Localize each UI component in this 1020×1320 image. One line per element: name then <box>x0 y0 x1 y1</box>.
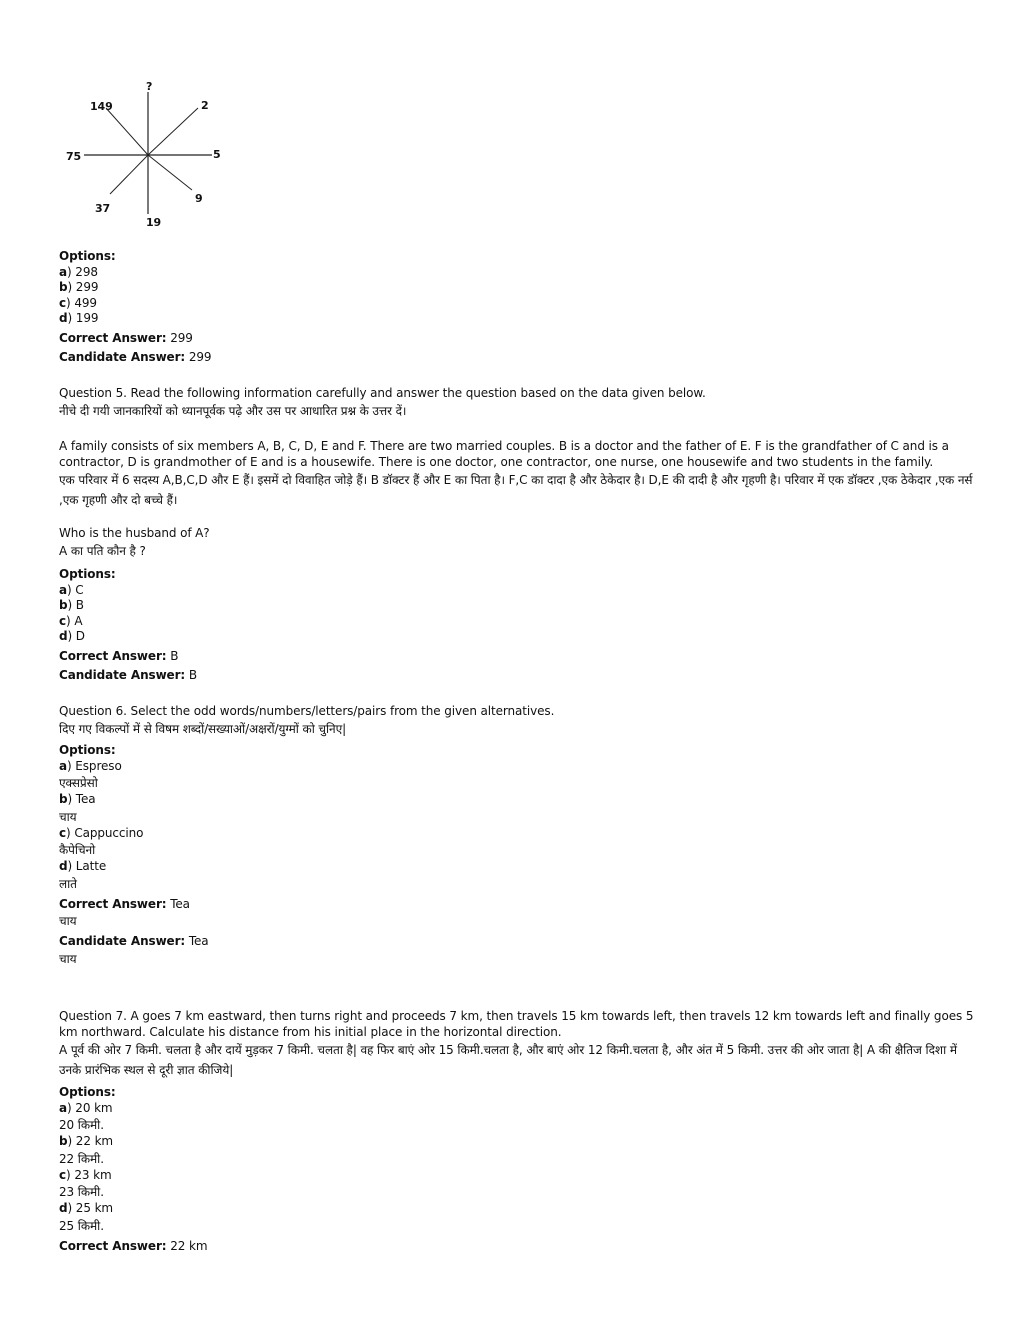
question-heading-hindi: नीचे दी गयी जानकारियों को ध्यानपूर्वक पढ़े और उस पर आधारित प्रश्न के उत्तर दें। <box>59 403 407 418</box>
option-d-hindi: 25 किमी. <box>59 1218 104 1233</box>
option-b: b) Tea <box>59 792 96 806</box>
option-c: c) 499 <box>59 295 97 310</box>
question-heading-hindi: A पूर्व की ओर 7 किमी. चलता है और दायें मुड़कर 7 किमी. चलता है| वह फिर बाएं ओर 15 किमी.चलता है, और बाएं ओर 12 किमी.चलता है, और अंत में 5 किमी. उत्तर की ओर जाता है| A की क्षैतिज दिशा में उनके प्रारंभिक स्थल से दूरी ज्ञात कीजिये| <box>59 1043 957 1077</box>
question-6-options <box>59 743 979 968</box>
question-heading-hindi: दिए गए विकल्पों में से विषम शब्दों/सख्याओं/अक्षरों/युग्मों को चुनिए| <box>59 721 347 736</box>
candidate-answer-hindi: चाय <box>59 951 77 966</box>
correct-answer: Correct Answer: 299 <box>59 330 193 345</box>
option-d: d) 199 <box>59 311 99 325</box>
question-5-passage <box>59 438 979 510</box>
option-c: c) A <box>59 613 83 628</box>
question-5-block <box>59 386 979 420</box>
option-a-hindi: 20 किमी. <box>59 1118 104 1132</box>
passage-hindi: एक परिवार में 6 सदस्य A,B,C,D और E हैं। इसमें दो विवाहित जोड़े हैं। B डॉक्टर हैं और E का पिता है। F,C का दादा है और ठेकेदार है। D,E की दादी है और गृहणी है। परिवार में एक डॉक्टर ,एक ठेकेदार ,एक नर्स ,एक गृहणी और दो बच्चे हैं। <box>59 473 973 507</box>
option-a: a) C <box>59 582 84 597</box>
option-c-hindi: कैपेचिनो <box>59 843 96 857</box>
option-a-hindi: एक्सप्रेसो <box>59 776 98 790</box>
option-a: a) 20 km <box>59 1100 113 1115</box>
question-hindi: A का पति कौन है ? <box>59 543 146 558</box>
label-bottom: 19 <box>146 216 162 229</box>
option-d: d) Latte <box>59 859 107 873</box>
option-b: b) B <box>59 598 84 612</box>
star-figure <box>60 78 230 233</box>
option-c: c) Cappuccino <box>59 825 144 840</box>
diagonal-line-top-right <box>148 108 198 155</box>
options-label: Options: <box>59 567 116 581</box>
option-d-hindi: लाते <box>59 876 77 891</box>
options-label: Options: <box>59 1085 116 1099</box>
correct-answer: Correct Answer: 22 km <box>59 1238 208 1253</box>
correct-answer-hindi: चाय <box>59 914 77 928</box>
question-7-block <box>59 1008 979 1080</box>
option-b-hindi: 22 किमी. <box>59 1151 104 1166</box>
options-label: Options: <box>59 743 116 757</box>
option-b-hindi: चाय <box>59 809 77 824</box>
candidate-answer: Candidate Answer: Tea <box>59 934 209 948</box>
question-6-block <box>59 704 979 738</box>
label-right: 5 <box>213 148 221 161</box>
candidate-answer: Candidate Answer: 299 <box>59 350 212 364</box>
question-heading: Question 7. A goes 7 km eastward, then turns right and proceeds 7 km, then travels 15 km towards left, then travels 12 km towards left and finally goes 5 km northward. Calculate his distance from his initial place in the horizontal direction. <box>59 1009 974 1039</box>
question-heading: Question 6. Select the odd words/numbers/letters/pairs from the given alternatives. <box>59 704 555 718</box>
star-diagram <box>60 78 230 233</box>
option-d: d) 25 km <box>59 1201 114 1215</box>
label-top-right: 2 <box>201 99 209 112</box>
passage-english: A family consists of six members A, B, C, D, E and F. There are two married couples. B is a doctor and the father of E. F is the grandfather of C and is a contractor, D is grandmother of E and is a housewife. There is one doctor, one contractor, one nurse, one housewife and two students in the family. <box>59 439 949 469</box>
question-english: Who is the husband of A? <box>59 526 210 540</box>
label-top-left: 149 <box>90 100 113 113</box>
diagonal-line-bottom-left <box>110 155 148 194</box>
option-b: b) 299 <box>59 280 99 294</box>
option-c: c) 23 km <box>59 1167 112 1182</box>
option-a: a) Espreso <box>59 758 122 773</box>
question-5-question <box>59 526 979 560</box>
question-5-options <box>59 567 979 684</box>
option-b: b) 22 km <box>59 1134 114 1148</box>
option-a: a) 298 <box>59 264 98 279</box>
question-heading: Question 5. Read the following information carefully and answer the question based on the data given below. <box>59 386 706 400</box>
option-d: d) D <box>59 629 85 643</box>
question-7-options <box>59 1085 979 1254</box>
diagonal-line-bottom-right <box>148 155 192 190</box>
correct-answer: Correct Answer: B <box>59 648 179 663</box>
question-4-block <box>59 249 979 366</box>
label-top: ? <box>146 80 153 93</box>
correct-answer: Correct Answer: Tea <box>59 896 190 911</box>
label-bottom-left: 37 <box>95 202 111 215</box>
label-left: 75 <box>66 150 82 163</box>
candidate-answer: Candidate Answer: B <box>59 668 197 682</box>
options-label: Options: <box>59 249 116 263</box>
option-c-hindi: 23 किमी. <box>59 1185 104 1199</box>
label-bottom-right: 9 <box>195 192 203 205</box>
diagonal-line-top-left <box>106 108 148 155</box>
